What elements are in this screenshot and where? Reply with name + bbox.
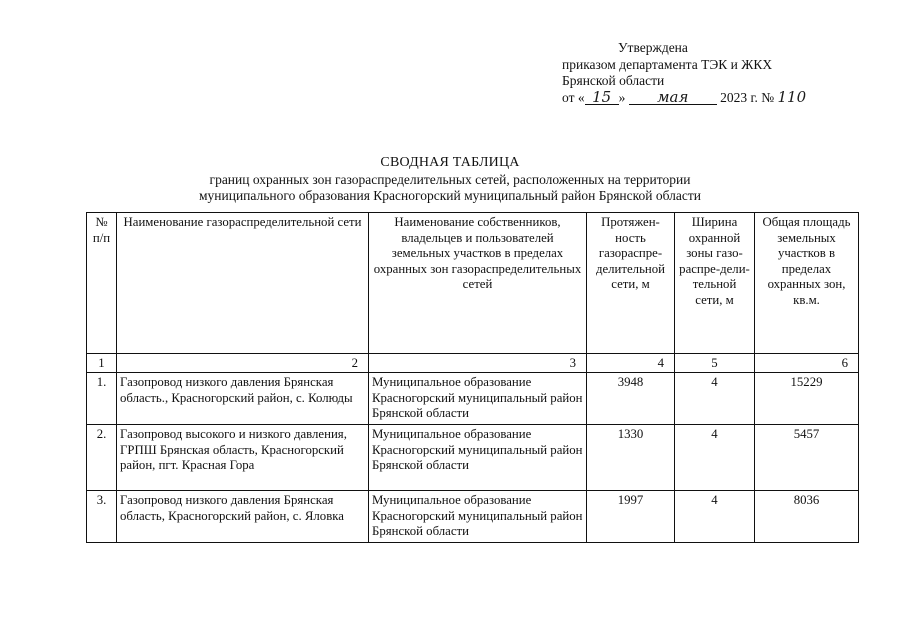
title-line-3: муниципального образования Красногорский муниципальный район Брянской области xyxy=(198,188,701,203)
table-header-row xyxy=(87,213,859,354)
date-prefix: от « xyxy=(562,89,585,105)
table-row xyxy=(87,373,859,425)
header-length: Протяжен-ность газораспре-делительной сети, м xyxy=(587,213,675,354)
header-index: № п/п xyxy=(87,213,117,354)
table-row xyxy=(87,425,859,491)
header-area: Общая площадь земельных участков в пределах охранных зон, кв.м. xyxy=(755,213,859,354)
row-owner: Муниципальное образование Красногорский муниципальный район Брянской области xyxy=(369,373,587,425)
row-owner: Муниципальное образование Красногорский муниципальный район Брянской области xyxy=(369,425,587,491)
row-network: Газопровод высокого и низкого давления, ГРПШ Брянская область, Красногорский район, пгт. Красная Гора xyxy=(117,425,369,491)
title-main: СВОДНАЯ ТАБЛИЦА xyxy=(380,155,520,170)
document-title xyxy=(0,155,900,205)
row-owner: Муниципальное образование Красногорский муниципальный район Брянской области xyxy=(369,491,587,543)
approval-line-3: Брянской области xyxy=(562,73,665,88)
row-width: 4 xyxy=(675,425,755,491)
header-owner: Наименование собственников, владельцев и пользователей земельных участков в пределах охранных зон газораспределительных сетей xyxy=(369,213,587,354)
column-number: 6 xyxy=(755,354,859,373)
title-line-2: границ охранных зон газораспределительных сетей, расположенных на территории xyxy=(209,171,691,187)
approval-date-line xyxy=(562,87,814,107)
column-number-row xyxy=(87,354,859,373)
column-number: 5 xyxy=(675,354,755,373)
column-number: 4 xyxy=(587,354,675,373)
column-number: 2 xyxy=(117,354,369,373)
approval-line-2: приказом департамента ТЭК и ЖКХ xyxy=(562,56,773,72)
row-length: 1997 xyxy=(587,491,675,543)
summary-table xyxy=(86,212,859,543)
date-year: 2023 г. xyxy=(720,89,758,105)
column-number: 3 xyxy=(369,354,587,373)
number-sign: № xyxy=(761,89,775,105)
row-width: 4 xyxy=(675,491,755,543)
row-network: Газопровод низкого давления Брянская область, Красногорский район, с. Яловка xyxy=(117,491,369,543)
approval-block xyxy=(562,40,814,106)
row-network: Газопровод низкого давления Брянская область., Красногорский район, с. Колюды xyxy=(117,373,369,425)
row-index: 1. xyxy=(87,373,117,425)
handwritten-number: 110 xyxy=(777,87,807,106)
handwritten-month: мая xyxy=(629,90,717,105)
row-area: 15229 xyxy=(755,373,859,425)
column-number: 1 xyxy=(87,354,117,373)
row-area: 5457 xyxy=(755,425,859,491)
row-width: 4 xyxy=(675,373,755,425)
approval-line-1: Утверждена xyxy=(618,40,688,55)
row-index: 2. xyxy=(87,425,117,491)
header-network: Наименование газораспределительной сети xyxy=(117,213,369,354)
row-length: 3948 xyxy=(587,373,675,425)
handwritten-day: 15 xyxy=(585,90,619,105)
row-area: 8036 xyxy=(755,491,859,543)
header-width: Ширина охранной зоны газо-распре-дели-тельной сети, м xyxy=(675,213,755,354)
row-length: 1330 xyxy=(587,425,675,491)
row-index: 3. xyxy=(87,491,117,543)
table-row xyxy=(87,491,859,543)
date-quote-close: » xyxy=(618,89,626,105)
